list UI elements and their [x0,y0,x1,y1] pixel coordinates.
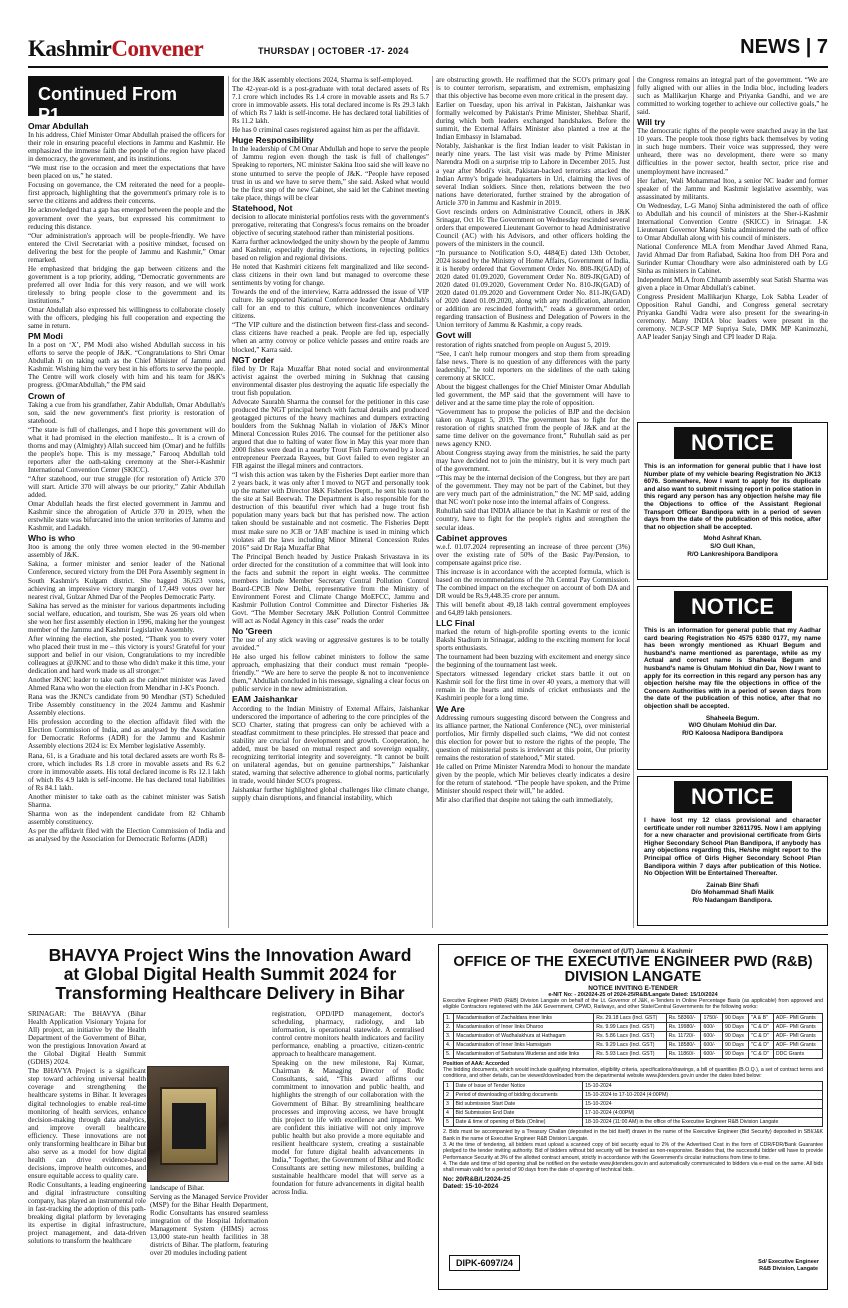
continued-banner: Continued From P1... [28,76,224,116]
dipk-number: DIPK-6097/24 [449,1255,520,1271]
works-cell: ADF- PMI Grants [773,1040,822,1049]
works-cell: "C & D" [749,1049,774,1058]
dates-cell: 2 [444,1091,454,1100]
paragraph: the Congress remains an integral part of the government. “We are fully aligned with our allies in the India bloc, including leaders such as Mallikarjun Kharge and Priyanka Gandhi, and we are committed to working together to achieve our collective goals,” he said. [637,76,828,117]
subhead: Statehood, Not [232,202,293,213]
notice-signature [638,882,827,905]
column-divider [432,76,433,928]
works-cell: Macadamisation of Wadhalakhura at Hathagam [454,1031,594,1040]
paragraph: He noted that Kashmiri citizens felt marginalized and like second-class citizens in their own land but managed to overcome these sentiments by voting for change. [232,263,429,288]
column-4 [637,76,828,420]
story-column-2-top [150,1010,268,1064]
story-headline[interactable]: BHAVYA Project Wins the Innovation Award at Global Digital Health Summit 2024 for Transforming Healthcare Delivery in Bihar [48,945,412,1003]
works-cell: Rs. 58360/- [666,1013,701,1022]
works-cell: Rs. 5.93 Lacs (Incl. GST) [594,1049,666,1058]
paragraph: “Government has to propose the policies of BJP and the decision taken on August 5, 2019. The government has to fight for the restoration of rights snatched from the people of J&K and at the same time deliver on the governance front,” Ruhullah said as per news agency KNO. [436,407,630,449]
paragraph: Spectators witnessed legendary cricket stars battle it out on Kashmir soil for the first time in over 40 years, a memory that will remain in the hearts and minds of cricket enthusiasts and the Kashmiri people for a long time. [436,670,630,703]
paragraph: “See, I can't help rumour mongers and stop them from spreading false news. There is no question of any differences with the party leadership,” he told reporters on the sidelines of the oath taking ceremony at SKICC. [436,349,630,382]
dates-cell: 4 [444,1109,454,1118]
dates-cell: 5 [444,1118,454,1127]
dates-cell: 15-10-2024 [583,1082,823,1091]
tender-condition: 4. The date and time of bid opening shall be notified on the website www.jktenders.gov.in and automatically communicated to bidders via e-mail on the same. All bids shall remain valid for a period of 90 days from the date of opening of technical bids. [443,1160,823,1174]
subhead: Omar Abdullah [28,121,89,131]
paragraph: “In pursuance to Notification S.O, 4484(E) dated 13th October, 2024 issued by the Ministry of Home Affairs, Government of India, it is hereby ordered that Government Order No. 808-JK(GAD) of 2020 dated 01.09.2020, Government Order No. 809-JK(GAD) of 2020 dated 01.09.2020, Government Order No. 810-JK(GAD) of 2020 dated 01.09.2020 and Government Order No. 811-JK(GAD) of 2020 dated 01.09.2020, along with any modification, alteration or addition are rescinded forthwith,” reads a government order, regarding transaction of Business and Delegation of Powers in the Union territory of Jammu & Kashmir, a copy reads. [436,248,630,330]
paragraph: As per the affidavit filed with the Election Commission of India and as analysed by the Association for Democratic Reforms (ADR) [28,826,225,843]
signature-line: Mohd Ashraf Khan. [703,535,762,543]
section-rule [28,934,828,935]
paragraph: are obstructing growth. He reaffirmed that the SCO's primary goal is to counter terrorism, separatism, and extremism, emphasizing that this objective has become even more critical in the present day. [436,76,630,101]
date-line: THURSDAY | OCTOBER -17- 2024 [258,46,409,56]
dates-row [444,1091,823,1100]
paragraph: Advocate Saurabh Sharma the counsel for the petitioner in this case produced the NGT principal bench with factual details and produced geotagged pictures of the heavy machines and dumpers extracting boulders from the Sukhnag Nallah in violation of J&K's Minor Mineral Concession Rules 2016. The counsel for the petitioner also argued that due to halting of water flow in May this year more than 2000 fishes were dead in a nearby Trout Fish Farm owned by a local entrepreneur Peerzada Rayees, but Govt failed to even register an FIR against the illegal miners and contractors. [232,397,429,471]
works-cell: "C & D" [749,1031,774,1040]
tender-reference: e-NIT No: - 20/2024-25 of 2024-25/R&B/Langate Dated: 15/10/2024 [548,992,718,998]
paragraph: He called on Prime Minister Narendra Modi to honour the mandate given by the people, which Mir believes clearly indicates a desire for the return of statehood. “The people have spoken, and the Prime Minister should respect their will,” he added. [436,762,630,795]
works-cell: Rs. 18580/- [666,1040,701,1049]
paragraph: The Principal Bench headed by Justice Prakash Srivastava in its order directed for the constitution of a committee that will look into the facts and submit the report in eight weeks. The committee members include Member Secretary Central Pollution Control Board-CPCB New Delhi, representative from the Ministry of Environment Forest and Climate Change MoEFCC, Jammu and Kashmir Pollution Control Committee and Director Fisheries J& Govt. “The Member Secretary J&K Pollution Control Committee will act as Nodal Agency in this case” reads the order [232,552,429,626]
paragraph: He emphasized that bridging the gap between citizens and the government is a top priority, adding, “Democratic governments are preferred all over India for this very reason, and we will work tirelessly to bring people close to the government and its institutions.” [28,264,225,305]
paragraph: He also urged his fellow cabinet ministers to follow the same approach, emphasizing that their conduct must remain “people-friendly.” “We are here to serve the people & not to inconvenience them,” Abdullah concluded in his message, signaling a clear focus on public service in the new administration. [232,653,429,694]
masthead-rule [28,66,828,68]
works-cell: Rs. 19980/- [666,1022,701,1031]
paragraph: decision to allocate ministerial portfolios rests with the government's prerogative, reiterating that Congress's focus remains on the broader objective of securing statehood rather than ministerial positions. [232,212,429,237]
notice-box [637,776,828,926]
works-row [444,1013,823,1022]
story-column-2 [150,1184,268,1300]
paragraph: About the biggest challenges for the Chief Minister Omar Abdullah led government, the MP said that the government will have to deliver and at the same time play the role of opposition. [436,382,630,407]
paragraph: About Congress staying away from the ministries, he said the party may have decided not to join the ministry, but it is very much part of the government. [436,449,630,474]
dates-cell: 15-10-2024 [583,1100,823,1109]
works-cell: DDC Grants [773,1049,822,1058]
paragraph: Addressing rumours suggesting discord between the Congress and its alliance partner, the National Conference (NC), over ministerial portfolios, Mir firmly dispelled such claims, “We did not contest this election for power but to restore the rights of the people, The question of ministerial posts is irrelevant at this point, Our priority remains the restoration of statehood,” Mir stated. [436,713,630,762]
notice-box [637,586,828,770]
masthead [28,36,828,66]
paragraph: This increase is in accordance with the accepted formula, which is based on the recommendations of the 7th Central Pay Commission. The combined impact on the exchequer on account of both DA and DR would be Rs.9,448.35 crore per annum. [436,567,630,600]
notice-title: NOTICE [674,591,792,623]
works-cell: ADF- PMI Grants [773,1022,822,1031]
paragraph: restoration of rights snatched from people on August 5, 2019. [436,340,611,349]
column-3 [436,76,630,930]
paragraph: His profession according to the election affidavit filed with the Election Commission of India, and as analysed by the Association for Democratic Reforms (ADR) for the Jammu and Kashmir Assembly elections 2024 is: Ex Member legislative Assembly. [28,718,225,751]
works-cell: 90 Days [723,1049,749,1058]
paragraph: Congress President Mallikarjun Kharge, Lok Sabha Leader of Opposition Rahul Gandhi, and Congress general secretary Priyanka Gandhi Vadra were also present for the swearing-in ceremony. Many INDIA bloc leaders were present in the ceremony. NCP-SCP MP Supriya Sule, DMK MP Kanimozhi, AAP leader Sanjay Singh and CPI leader D Raja. [637,293,828,342]
paragraph: According to the Indian Ministry of External Affairs, Jaishankar underscored the importance of adhering to the core principles of the SCO Charter, stating that progress can only be achieved with a steadfast commitment to these principles. He stressed that peace and stability are crucial for development and growth. Cooperation, he added, must be based on mutual respect and sovereign equality, recognizing territorial integrity and sovereignty. “It cannot be built on unilateral agendas, but on genuine partnerships,” Jaishankar stated, warning that selective adherence to global norms, particularly in trade, would hinder SCO's progress. [232,704,429,785]
column-2 [232,76,429,930]
subhead: Will try [637,117,666,128]
tender-notice [438,944,828,1290]
paragraph: Mir also clarified that despite not taking the oath immediately, [436,796,613,805]
works-row [444,1022,823,1031]
tender-signature [758,1259,819,1273]
paragraph: Sakina has served as the minister for various departments including social welfare, education, and tourism, She was 26 years old when she won her first assembly election in 1996, making her the youngest member of the Jammu and Kashmir Legislative Assembly. [28,601,225,634]
paragraph: Her father, Wali Mohammad Itoo, a senior NC leader and former speaker of the Jammu and Kashmir legislative assembly, was assassinated by militants. [637,176,828,201]
dates-row [444,1118,823,1127]
story-column-3 [272,1010,424,1300]
paragraph: Rodic Consultants, a leading engineering and digital infrastructure consulting company, has played an instrumental role in fast-tracking the adoption of this path-breaking digital platform by leveraging its expertise in digital infrastructure, project management, and data-driven solutions to transform the healthcare [28,1180,146,1246]
dates-cell: 18-10-2024 (11:00 AM) in the office of the Executive Engineer R&B Division Langate [583,1118,823,1127]
award-photo[interactable] [147,1066,229,1182]
paragraph: The 42-year-old is a post-graduate with total declared assets of Rs 7.1 crore which includes Rs 1.4 crore in movable assets and Rs 5.7 crore in immovable assets. His total declared income is Rs 29.3 lakh of which Rs 7 lakh is self-income. He has declared total liabilities of Rs 11.2 lakh. [232,85,429,126]
works-cell: "A & B" [749,1013,774,1022]
works-cell: Rs. 5.86 Lacs (Incl. GST) [594,1031,666,1040]
paragraph: Focusing on governance, the CM reiterated the need for a people-first approach, highlighting that the government's primary role is to serve the citizens and address their concerns. [28,181,225,206]
dates-cell: Period of downloading of bidding documents [453,1091,583,1100]
subhead: Crown of [28,390,65,401]
paragraph: Omar Abdullah also expressed his willingness to collaborate closely with the officers, pledging his full cooperation and expecting the same in return. [28,306,225,331]
paragraph: w.e.f. 01.07.2024 representing an increase of three percent (3%) over the existing rate of 50% of the Basic Pay/Pension, to compensate against price rise. [436,542,630,567]
works-cell: 600/- [701,1022,723,1031]
paragraph: Karra further acknowledged the unity shown by the people of Jammu and Kashmir, especially during the elections, in rejecting politics based on religion and regional divisions. [232,237,429,262]
works-cell: Rs. 11720/- [666,1031,701,1040]
paragraph: National Conference MLA from Mendhar Javed Ahmed Rana, Javid Ahmad Dar from Rafiabad, Sakina Itoo from DH Pora and Surinder Kumar Choudhary were also administered oath by LG Sinha as ministers in Cabinet. [637,242,828,276]
paragraph: Another JKNC leader to take oath as the cabinet minister was Javed Ahmed Rana who won the election from Mendhar in J-K's Poonch. [28,676,225,693]
paragraph: He has 0 criminal cases registered against him as per the affidavit. [232,126,420,135]
section-label: NEWS | 7 [740,36,828,58]
tender-dated: Dated: 15-10-2024 [443,1182,499,1190]
subhead: Cabinet approves [436,532,508,543]
dates-cell: 17-10-2024 (4:00PM) [583,1109,823,1118]
tender-condition: 3. At the time of tendering, all bidders must upload a scanned copy of bid security equal to 2% of the Advertised Cost in the form of CDR/FDR/Bank Guarantee pledged to the tender inviting authority. Bid of bidders without bid security will be treated as non-responsive. Besides that, the successful bidder will have to provide Performance Security at 3% of the allotted contract amount, strictly in accordance with the Government's circular instructions from time to time. [443,1142,823,1161]
newspaper-logo[interactable] [28,36,203,62]
paragraph: marked the return of high-profile sporting events to the iconic Bakshi Stadium in Srinagar, adding to the exciting moment for local sports enthusiasts. [436,628,630,653]
paragraph: Ruhullah said that INDIA alliance be that in Kashmir or rest of the country, have to fight for the people's rights and strengthen the secular ideas. [436,507,630,532]
notice-body: This is an information for general public that I have lost Number plate of my vehicle bearing Registration No JK13 6076. Somewhere, Now I want to apply for its duplicate and also want to submit missing report in police station in this regard any person has any objection he/she may file the Objections to office of the Assistant Regional Transport Officer Bandipora with in a period of seven days from the date of the publication of this notice, after that no objection shall be accepted. [644,463,821,531]
signature-line: D/o Mohammad Shafi Malik [691,889,774,897]
works-cell: 90 Days [723,1040,749,1049]
signature-line: R/o Nadangam Bandipora. [692,896,773,904]
notice-body: This is an information for general public that my Aadhar card bearing Registration No 4575 6380 0177, my name has been wrongly mentioned as Khuarl Begum and husband's name mentioned as parentage, while as my Actual and correct name is Shaheela Begum and husband's name is Ghulam Mohiud din Dar, Now I want to apply for its correction in this regard any person has any objection he/she may file the objections in office of the Concern Authorities with in a period of seven days from the date of the publication of this notice, after that no objection shall be accepted. [644,627,821,710]
works-cell: 5. [444,1049,454,1058]
paragraph: Sharma won as the independent candidate from 82 Chhamb assembly constituency. [28,809,225,826]
signature-line: W/O Ghulam Mohiud din Dar. [688,722,777,730]
paragraph: Serving as the Managed Service Provider (MSP) for the Bihar Health Department, Rodic Consultants has ensured seamless integration of the Hospital Information Management System (HIMS) across 13,000 state-run health facilities in 38 districts of Bihar. The platform, featuring over 20 modules including patient [150,1193,268,1258]
tender-title: OFFICE OF THE EXECUTIVE ENGINEER PWD (R&B) DIVISION LANGATE [453,954,813,985]
column-divider [633,76,634,928]
dates-cell: 15-10-2024 to 17-10-2024 (4:00PM) [583,1091,823,1100]
works-cell: 90 Days [723,1013,749,1022]
paragraph: The democratic rights of the people were snatched away in the last 10 years. The people took those rights back themselves by voting in such huge numbers. Their voice was suppressed, they were unheard, there was no development, there were so many difficulties in the power sector, health sector, price rise and unemployment have increased.” [637,127,828,176]
signature-line: Shaheela Begum. [705,714,760,722]
notice-signature [638,535,827,558]
paragraph: Earlier on Tuesday, upon his arrival in Pakistan, Jaishankar was formally welcomed by Pakistan's Prime Minister, Shehbaz Sharif, during which both leaders exchanged handshakes. Before the summit, the External Affairs Minister also planted a tree at the Indian Embassy in Islamabad. [436,101,630,142]
works-cell: 1. [444,1013,454,1022]
paragraph: In a post on ‘X’, PM Modi also wished Abdullah success in his efforts to serve the people of J&K. “Congratulations to Shri Omar Abdullah Ji on taking oath as the Chief Minister of Jammu and Kashmir. Wishing him the very best in his efforts to serve the people. The Centre will work closely with him and his team for J&K's progress. @OmarAbdullah,” the PM said [28,341,225,390]
paragraph: “Our administration's approach will be people-friendly. We have entered the Civil Secretariat with a positive mindset, focused on delivering the best for the people of Jammu and Kashmir,” Omar remarked. [28,231,225,264]
works-cell: Macadamisation of Inner links Hamsigam [454,1040,594,1049]
works-cell: 600/- [701,1049,723,1058]
subhead: Govt will [436,330,472,341]
dates-table [443,1081,823,1127]
dates-cell: Bid Submission End Date [453,1109,583,1118]
column-1 [28,120,225,930]
paragraph: Jaishankar further highlighted global challenges like climate change, supply chain disruptions, and financial instability, which [232,785,429,803]
works-cell: Rs. 9.29 Lacs (Incl. GST) [594,1040,666,1049]
subhead: No 'Green [232,626,273,637]
works-cell: Rs. 9.99 Lacs (Incl. GST) [594,1022,666,1031]
notice-box [637,422,828,580]
paragraph: In his address, Chief Minister Omar Abdullah praised the officers for their role in ensuring peaceful elections in Jammu and Kashmir. He emphasized the immense faith the people of the region have placed in democracy, the government, and its institutions. [28,131,225,164]
signature-line: R/O Kaloosa Nadipora Bandipora [682,729,783,737]
works-cell: Macadamisation of Sarbatura Wuderan and side links [454,1049,594,1058]
paragraph: “We must rise to the occasion and meet the expectations that have been placed on us,” he stated. [28,164,225,181]
paragraph: The BHAVYA Project is a significant step toward achieving universal health coverage and strengthening the healthcare systems in Bihar. It leverages digital technologies to enable real-time monitoring of health services, enhance decision-making through data analytics, and improve overall healthcare efficiency. These innovations are not only transforming healthcare in Bihar but also serve as a model for how digital health can drive evidence-based decisions, improve health outcomes, and ensure equitable access to quality care. [28,1067,146,1180]
paragraph: Taking a cue from his grandfather, Zahir Abdullah, Omar Abdullah's son, said the new government's first priority is restoration of statehood. [28,400,225,425]
dates-row [444,1109,823,1118]
paragraph: The use of any stick waving or aggressive gestures is to be totally avoided.” [232,636,429,653]
works-row [444,1049,823,1058]
works-table [443,1013,823,1059]
column-divider [228,76,229,928]
dates-row [444,1100,823,1109]
tender-number: No: 20/R&B/L/2024-25 [443,1175,511,1183]
dates-cell: 3 [444,1100,454,1109]
works-cell: 90 Days [723,1031,749,1040]
aaa-position: Position of AAA: Accorded [443,1060,510,1067]
paragraph: Rana was the JKNC's candidate from 90 Mendhar (ST) Scheduled Tribe Assembly constituency in the 2024 Jammu and Kashmir Assembly elections. [28,693,225,718]
dates-cell: 1 [444,1082,454,1091]
dates-cell: Date & time of opening of Bids (Online) [453,1118,583,1127]
works-cell: 1750/- [701,1013,723,1022]
works-cell: ADF- PMI Grants [773,1013,822,1022]
brand-part2: Convener [111,36,204,61]
works-cell: Macadamisation of Inner links Dharoo [454,1022,594,1031]
notice-signature [638,715,827,738]
notice-title: NOTICE [674,781,792,813]
story-column-1 [28,1010,146,1300]
subhead: Who is who [28,533,76,544]
tender-intro: Executive Engineer PWD (R&B) Division Langate on behalf of the Lt. Governor of J&K, e-Tenders in Online Percentage Basis (as applicable) from approved and eligible Contractors registered with the J&K Government, CPWD, Railways, and other State/Central Governments for the following works: [443,998,823,1011]
works-cell: Rs. 11860/- [666,1049,701,1058]
works-cell: Macadamisation of Zachaldara inner links [454,1013,594,1022]
signature-line: S/O Gull Khan, [710,542,755,550]
award-plaque-image [160,1087,218,1165]
paragraph: registration, OPD/IPD management, doctor's scheduling, pharmacy, radiology, and lab information, is operational statewide. A centralised control centre monitors health indicators and facility performance, enabling a proactive, citizen-centric approach to healthcare management. [272,1010,424,1059]
subhead: EAM Jaishankar [232,694,298,705]
paragraph: Govt rescinds orders on Administrative Council, others in J&K Srinagar, Oct 16: The Government on Wednesday rescinded several orders that empowered Lieutenant Governor to head Administrative Council (AC) with his Advisors, and other officers holding the powers of the ministers in the council. [436,207,630,248]
paragraph: “The state is full of challenges, and I hope this government will do what it had promised in the election manifesto... It is a crown of thorns and may (Almighty) Allah succeed him (Omar) and he fulfills the people's hope. This is my message,” Farooq Abdullah told reporters after the oath-taking ceremony at the Sher-i-Kashmir International Convention Center (SKICC). [28,425,225,474]
paragraph: landscape of Bihar. [150,1184,205,1192]
signature-line: R/O Lankreshipora Bandipora [687,550,778,558]
notice-title: NOTICE [674,427,792,459]
paragraph: This will benefit about 49,18 lakh central government employees and 64,89 lakh pensioners. [436,600,630,617]
dates-row [444,1082,823,1091]
works-cell: 90 Days [723,1022,749,1031]
subhead: Huge Responsibility [232,135,314,146]
bidding-documents-note: The bidding documents, which would include qualifying information, eligibility criteria, specifications/drawings, a bill of quantities (B.O.Q.), a set of contract terms and conditions, and other details, can be viewed/downloaded from the departmental website www.jktenders.gov.in under the dates listed below: [443,1066,823,1080]
works-cell: 600/- [701,1040,723,1049]
paragraph: Speaking on the new milestone, Raj Kumar, Chairman & Managing Director of Rodic Consultants, said, “This award affirms our commitment to innovation and public health, and highlights the strength of our collaboration with the Government of Bihar. By streamlining healthcare processes and improving access, we have brought this project to life with excellence and impact. We are confident this initiative will not only improve public health but also provide a more equitable and resilient healthcare system, creating a sustainable model for future digital health advancements in India,” Together, the Government of Bihar and Rodic Consultants are setting new milestones, building a sustainable healthcare model that will serve as a foundation for future advancements in digital health across India. [272,1059,424,1197]
works-cell: ADF- PMI Grants [773,1031,822,1040]
subhead: NGT order [232,354,275,365]
dates-cell: Bid submission Start Date [453,1100,583,1109]
works-cell: Rs. 29.18 Lacs (Incl. GST) [594,1013,666,1022]
works-cell: 2. [444,1022,454,1031]
paragraph: Rana, 61, is a Graduate and his total declared assets are worth Rs 8-crore, which includes Rs 1.8 crore in movable assets and Rs 6.2 crore in immovable assets. His total declared income is Rs 12.1 lakh of which Rs 4.9 lakh is self-income. He has declared total liabilities of Rs 84.1 lakh. [28,751,225,792]
signature-line: Zainab Binr Shafi [706,881,759,889]
paragraph: Notably, Jaishankar is the first Indian leader to visit Pakistan in nearly nine years. The last visit was made by Prime Minister Narendra Modi on a surprise trip to Lahore in December 2015. Just a year after Modi's visit, Pakistan-backed terrorists attacked the Indian Army's brigade headquarters in Uri, claiming the lives of several Indian soldiers. Since then, relations between the two nations have deteriorated, further strained by the abrogation of Article 370 in Jammu and Kashmir in 2019. [436,142,630,207]
notice-body: I have lost my 12 class provisional and character certificate under roll number 32611795. Now I am applying for a new character and provisional certificate from Girls Higher Secondary School Plan Bandipora, if anybody has any objections regarding this, He/she might report to the Principal office of Girls Higher Secondary School Plan Bandipora within 7 days after publication of this Notice. No Objection Will be Entertained Thereafter. [644,817,821,878]
signature-line: R&B Division, Langate [759,1266,819,1272]
paragraph: Itoo is among the only three women elected in the 90-member assembly of J&K. [28,543,225,560]
paragraph: After winning the election, she posted, “Thank you to every voter who placed their trust in me – this victory is yours! Grateful for your support and belief in our vision, Congratulations to my incredible colleagues at @JKNC and to those who didn't make it this time, your dedication and hard work made us all stronger.” [28,634,225,676]
paragraph: Another minister to take oath as the cabinet minister was Satish Sharma. [28,792,225,809]
paragraph: for the J&K assembly elections 2024, Sharma is self-employed. [232,76,413,84]
brand-part1: Kashmir [28,36,112,61]
works-row [444,1040,823,1049]
works-row [444,1031,823,1040]
paragraph: On Wednesday, L-G Manoj Sinha administered the oath of office to Abdullah and his council of ministers at the Sher-i-Kashmir International Convention Centre (SKICC) in Srinagar. J-K Lieutenant Governor Manoj Sinha administered the oath of office to Omar Abdullah along with his council of ministers. [637,201,828,242]
paragraph: Independent MLA from Chhamb assembly seat Satish Sharma was given a place in Omar Abdullah's cabinet. [637,276,828,293]
subhead: PM Modi [28,331,63,342]
works-cell: 3. [444,1031,454,1040]
subhead: We Are [436,703,465,714]
paragraph: “After statehood, our true struggle (for restoration of) Article 370 will start. Article 370 will always be our priority,” Zahir Abdullah added. [28,474,225,500]
works-cell: "C & D" [749,1022,774,1031]
paragraph: SRINAGAR: The BHAVYA (Bihar Health Application Visionary Yojana for All) project, an initiative by the Health Department of the Government of Bihar, won the prestigious Innovation Award at the Global Digital Health Summit (GDHS) 2024. [28,1010,146,1067]
paragraph: The tournament had been buzzing with excitement and energy since the beginning of the tournament last week. [436,653,630,670]
works-cell: 4. [444,1040,454,1049]
tender-government: Government of (UT) Jammu & Kashmir [573,948,693,955]
paragraph: Sakina, a former minister and senior leader of the National Conference, secured victory from the DH Pora Assembly segment in South Kashmir's Kulgam district. She bagged 36,623 votes, achieving an impressive victory margin of 17,449 votes over her nearest rival, Gulzar Ahmed Dar of the Peoples Democratic Party. [28,560,225,601]
paragraph: “I wish this action was taken by the Fisheries Dept earlier more than 2 years back, it was only after I moved to NGT and personally took up the matter with Director J&K Fisheries Deptt., he sent his team to the site at Sail Beerwah. The Department is also responsible for the destruction of this beautiful river which had a huge trout fish population many years back but that has perished now. The action taken should be sustainable and not cosmetic. The Fisheries Deptt must make sure no JCB or 'JAB' machine is used in mining which violates all the laws including Minor Mineral Concession Rules 2016” said Dr Raja Muzaffar Bhat [232,471,429,552]
dates-cell: Date of Issue of Tender Notice [453,1082,583,1091]
works-cell: 600/- [701,1031,723,1040]
paragraph: “The VIP culture and the distinction between first-class and second-class citizens have reached a peak. People are fed up, especially when an army convoy or police vehicle passes and entire roads are blocked,” Karra said. [232,321,429,354]
paragraph: “This may be the internal decision of the Congress, but they are part of the government. They may not be part of the Cabinet, but they are very much part of the administration,” the NC MP said, adding that NC won't poke nose into the internal affairs of Congress. [436,474,630,507]
subhead: LLC Final [436,618,475,629]
tender-condition: 2. Bids must be accompanied by a Treasury Challan (deposited in the bid itself) drawn in the name of the Executive Engineer (Bid Security) deposited in SBI/J&K Bank in the name of Executive Engineer R&B Division Langate. [443,1129,823,1142]
signature-line: Sd/ Executive Engineer [758,1259,819,1265]
paragraph: Omar Abdullah heads the first elected government in Jammu and Kashmir since the abrogation of Article 370 in 2019, when the erstwhile state was bifurcated into the union territories of Jammu and Kashmir, and Ladakh. [28,500,225,533]
paragraph: In the leadership of CM Omar Abdullah and hope to serve the people of Jammu region even though the task is full of challenges” Speaking to reporters, NC minister Sakina Itoo said she will leave no stone unturned to serve the people of J&K. “People have reposed trust in us and we have to serve them,” she said. Asked what would be the first step of the new Cabinet, she said let the Cabinet meeting take place, things will be clear [232,145,429,202]
works-cell: "C & D" [749,1040,774,1049]
paragraph: He acknowledged that a gap has emerged between the people and the government over the years, but expressed his commitment to reducing this distance. [28,206,225,231]
tender-subtitle: NOTICE INVITING E-TENDER [588,985,678,992]
paragraph: filed by Dr Raja Muzaffar Bhat noted social and environmental activist against the overbed mining in Sukhnag that causing environmental disaster plus destroying the aquatic life especially the trout fish population. [232,364,429,397]
paragraph: Towards the end of the interview, Karra addressed the issue of VIP culture. He supported National Conference leader Omar Abdullah's call for an end to this culture, which inconveniences ordinary citizens. [232,288,429,321]
